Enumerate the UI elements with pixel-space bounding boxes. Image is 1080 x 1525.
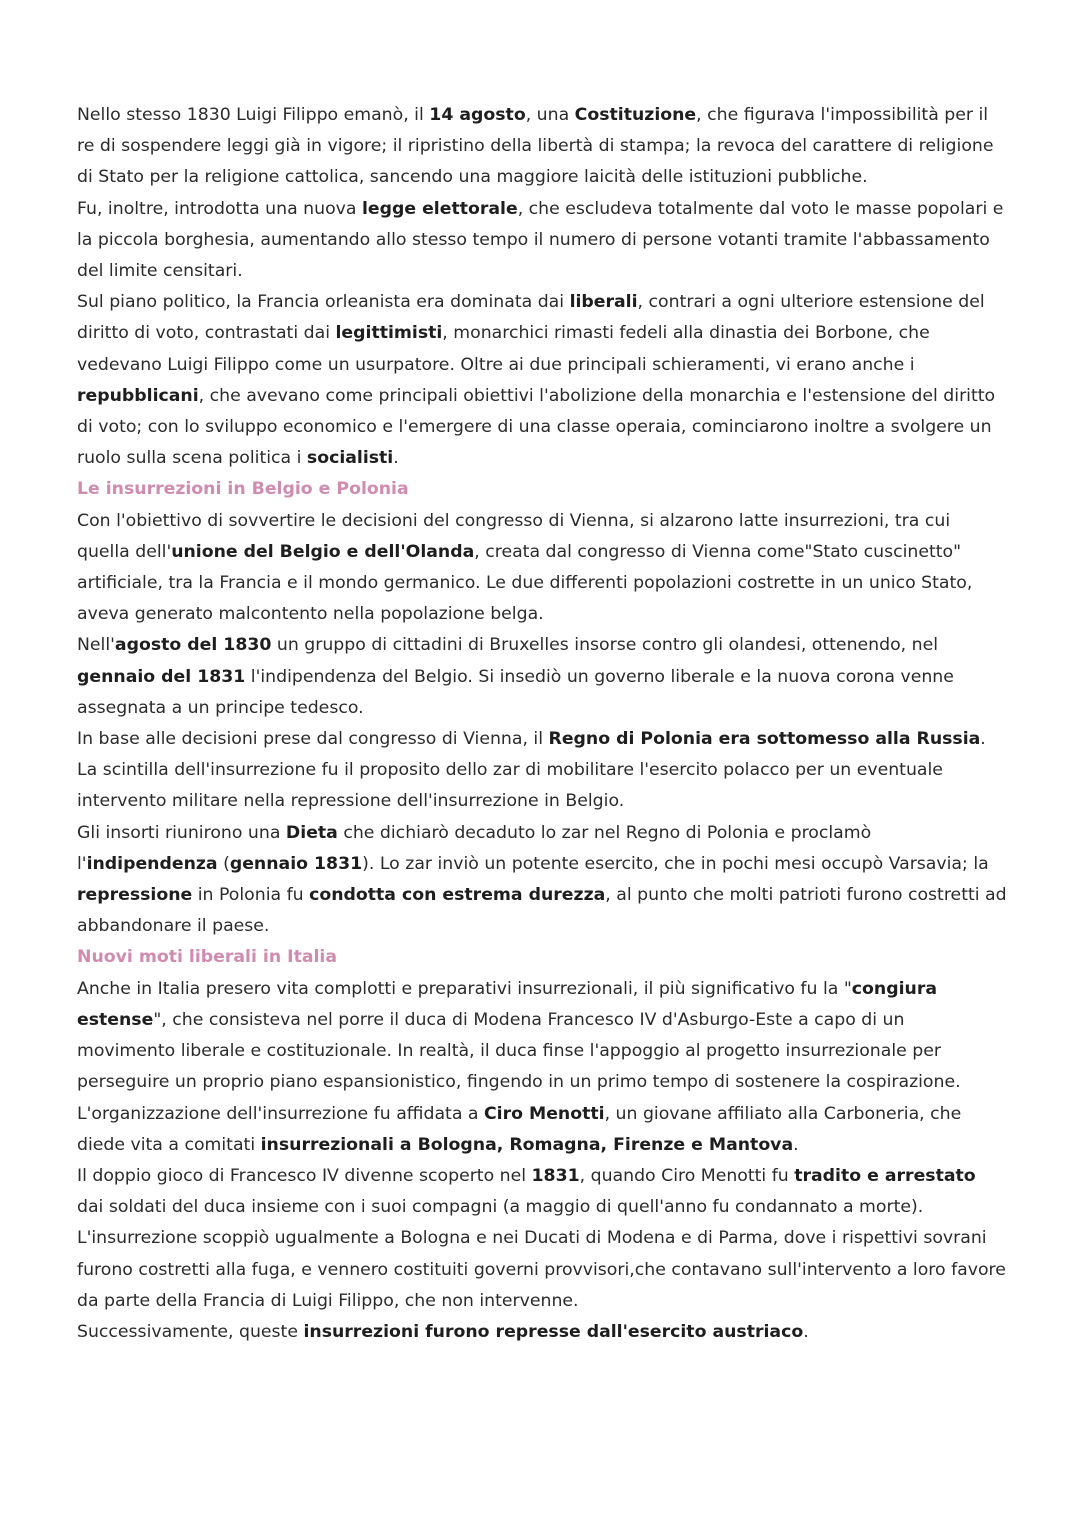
paragraph <box>77 194 1007 288</box>
text-run: Anche in Italia presero vita complotti e preparativi insurrezionali, il più significativo fu la " <box>77 978 852 999</box>
text-run: Il doppio gioco di Francesco IV divenne scoperto nel <box>77 1165 532 1186</box>
bold-text: repubblicani <box>77 385 199 406</box>
bold-text: Regno di Polonia era sottomesso alla Russia <box>548 729 981 750</box>
text-run: Nell' <box>77 635 115 656</box>
paragraph <box>77 1161 1007 1223</box>
paragraph <box>77 506 1007 631</box>
bold-text: insurrezionali a Bologna, Romagna, Firenze e Mantova <box>260 1134 794 1155</box>
text-run: , una <box>525 105 575 125</box>
text-run: ", che consisteva nel porre il duca di Modena Francesco IV d'Asburgo-Este a capo di un movimento liberale e costituzionale. In realtà, il duca finse l'appoggio al progetto insurrezionale per perseguire un proprio piano espansionistico, fingendo in un primo tempo di sostenere la cospirazione. <box>77 1009 961 1093</box>
text-run: ( <box>217 853 230 874</box>
bold-text: agosto del 1830 <box>114 635 272 656</box>
text-run: . <box>393 448 399 469</box>
text-run: Con l'obiettivo di sovvertire le decisioni del congresso di Vienna, si alzarono latte insurrezioni, tra cui quella dell' <box>77 510 951 562</box>
bold-text: condotta con estrema durezza <box>309 885 606 906</box>
bold-text: Ciro Menotti <box>484 1103 605 1124</box>
text-run: L'organizzazione dell'insurrezione fu affidata a <box>77 1103 484 1124</box>
bold-text: indipendenza <box>86 853 218 874</box>
text-run: un gruppo di cittadini di Bruxelles insorse contro gli olandesi, ottenendo, nel <box>271 635 939 656</box>
document-page <box>77 100 1007 1348</box>
text-run: L'insurrezione scoppiò ugualmente a Bologna e nei Ducati di Modena e di Parma, dove i rispettivi sovrani furono costretti alla fuga, e vennero costituiti governi provvisori,che contavano sull'intervento a loro favore da parte della Francia di Luigi Filippo, che non intervenne. <box>77 1228 1006 1311</box>
text-run: . La scintilla dell'insurrezione fu il proposito dello zar di mobilitare l'esercito polacco per un eventuale intervento militare nella repressione dell'insurrezione in Belgio. <box>77 729 986 812</box>
text-run: Nuovi moti liberali in Italia <box>77 947 338 968</box>
section-heading <box>77 474 1007 505</box>
text-run: , un giovane affiliato alla Carboneria, che diede vita a comitati <box>77 1103 962 1155</box>
text-run: , monarchici rimasti fedeli alla dinastia dei Borbone, che vedevano Luigi Filippo come un usurpatore. Oltre ai due principali schieramenti, vi erano anche i <box>77 323 930 375</box>
text-run: l'indipendenza del Belgio. Si insediò un governo liberale e la nuova corona venne assegnata a un principe tedesco. <box>77 666 954 718</box>
bold-text: liberali <box>569 292 638 313</box>
bold-text: insurrezioni furono represse dall'esercito austriaco <box>303 1321 804 1342</box>
text-run: , che escludeva totalmente dal voto le masse popolari e la piccola borghesia, aumentando allo stesso tempo il numero di persone votanti tramite l'abbassamento del limite censitari. <box>77 198 1004 282</box>
text-run: . <box>793 1134 799 1155</box>
paragraph <box>77 818 1007 943</box>
bold-text: gennaio del 1831 <box>77 666 246 687</box>
bold-text: Dieta <box>285 822 338 843</box>
text-run: , che avevano come principali obiettivi l'abolizione della monarchia e l'estensione del diritto di voto; con lo sviluppo economico e l'emergere di una classe operaia, cominciarono inoltre a svolgere un ruolo sulla scena politica i <box>77 385 996 469</box>
bold-text: unione del Belgio e dell'Olanda <box>171 541 475 562</box>
text-run: Successivamente, queste <box>77 1321 304 1342</box>
paragraph <box>77 974 1007 1099</box>
text-run: , contrari a ogni ulteriore estensione del diritto di voto, contrastati dai <box>77 292 985 344</box>
text-run: , creata dal congresso di Vienna come"Stato cuscinetto" artificiale, tra la Francia e il mondo germanico. Le due differenti popolazioni costrette in un unico Stato, aveva generato malcontento nella popolazione belga. <box>77 541 973 625</box>
text-run: che dichiarò decaduto lo zar nel Regno di Polonia e proclamò l' <box>77 822 872 874</box>
text-run: Le insurrezioni in Belgio e Polonia <box>77 479 409 500</box>
section-heading <box>77 942 1007 973</box>
bold-text: repressione <box>77 885 193 906</box>
text-run: , che figurava l'impossibilità per il re di sospendere leggi già in vigore; il ripristino della libertà di stampa; la revoca del carattere di religione di Stato per la religione cattolica, sancendo una maggiore laicità delle istituzioni pubbliche. <box>77 105 994 188</box>
paragraph <box>77 630 1007 724</box>
text-run: ). Lo zar inviò un potente esercito, che in pochi mesi occupò Varsavia; la <box>362 853 989 874</box>
bold-text: gennaio 1831 <box>229 853 363 874</box>
text-run: Nello stesso 1830 Luigi Filippo emanò, il <box>77 105 430 125</box>
text-run: Sul piano politico, la Francia orleanista era dominata dai <box>77 292 570 313</box>
text-run: , quando Ciro Menotti fu <box>579 1165 795 1186</box>
paragraph <box>77 1317 1007 1348</box>
text-run: , al punto che molti patrioti furono costretti ad abbandonare il paese. <box>77 885 1007 937</box>
text-run: Gli insorti riunirono una <box>77 822 286 843</box>
bold-text: 14 agosto <box>429 105 526 125</box>
paragraph <box>77 287 1007 474</box>
text-run: In base alle decisioni prese dal congresso di Vienna, il <box>77 729 549 750</box>
text-run: in Polonia fu <box>192 885 310 906</box>
paragraph <box>77 724 1007 818</box>
bold-text: 1831 <box>531 1165 580 1186</box>
bold-text: congiura estense <box>77 978 937 1030</box>
text-run: dai soldati del duca insieme con i suoi compagni (a maggio di quell'anno fu condannato a morte). <box>77 1197 924 1218</box>
bold-text: tradito e arrestato <box>794 1165 976 1186</box>
paragraph <box>77 100 1007 194</box>
bold-text: legittimisti <box>335 323 443 344</box>
bold-text: socialisti <box>306 448 394 469</box>
text-run: . <box>803 1321 809 1342</box>
paragraph <box>77 1099 1007 1161</box>
text-run: Fu, inoltre, introdotta una nuova <box>77 198 362 219</box>
bold-text: Costituzione <box>574 105 697 125</box>
paragraph <box>77 1223 1007 1317</box>
bold-text: legge elettorale <box>361 198 518 219</box>
